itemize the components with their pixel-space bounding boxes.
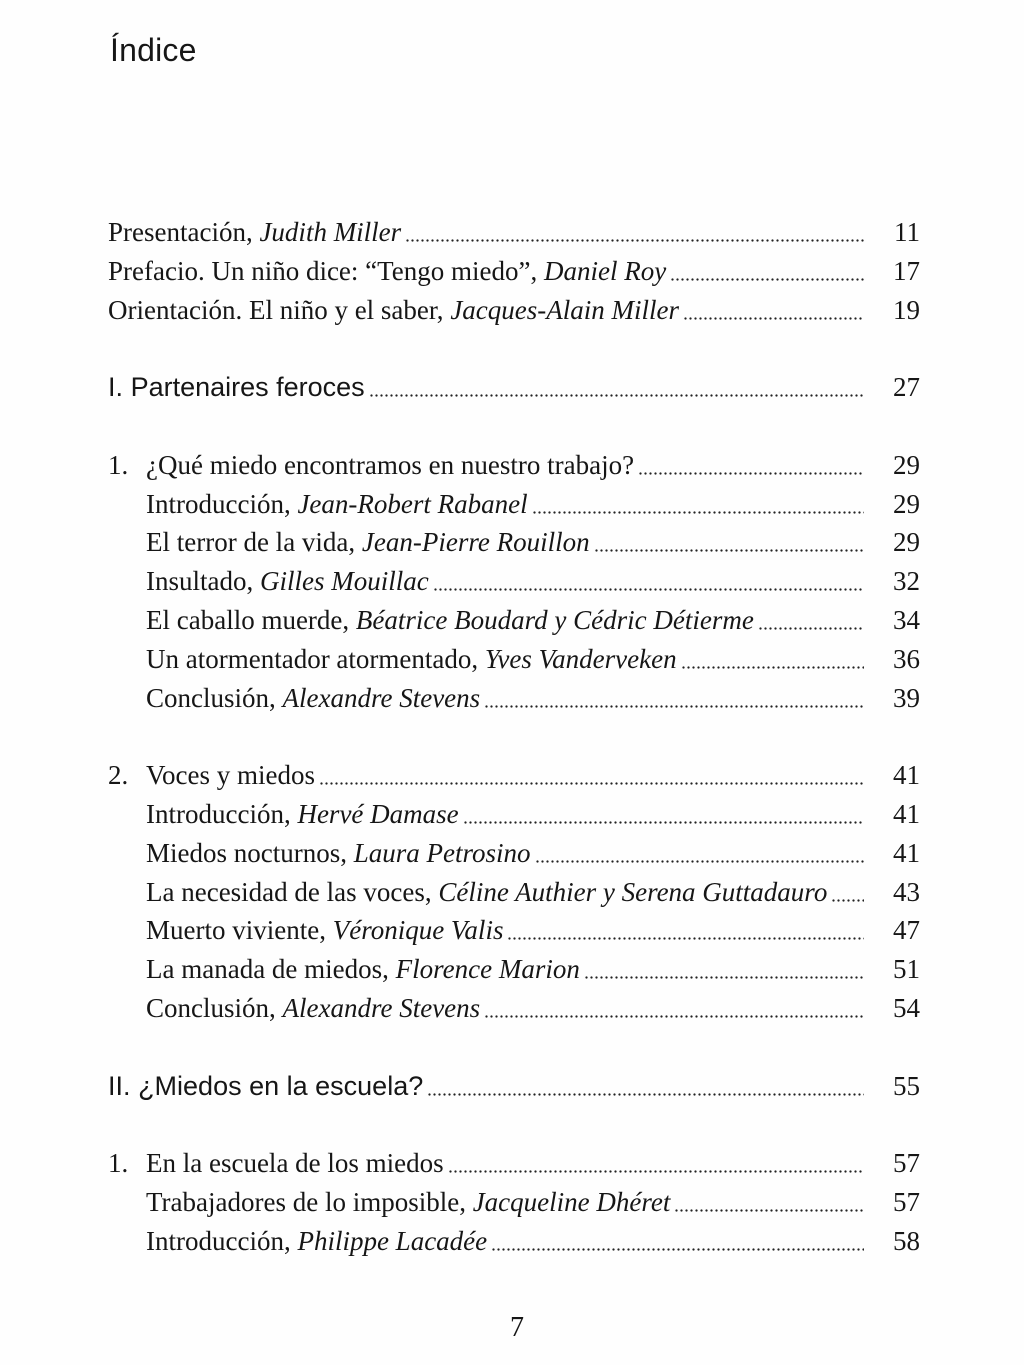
entry-title: El caballo muerde, [146,604,350,635]
entry-text [146,873,827,912]
entry-text [146,601,754,640]
toc-entry [108,213,920,252]
dot-leader [491,1222,864,1261]
entry-title: ¿Miedos en la escuela? [138,1070,424,1101]
entry-text [146,795,459,834]
part-numeral: I. [108,372,124,403]
toc-entry [108,291,920,330]
entry-author: Jacques-Alain Miller [450,294,679,325]
dot-leader [427,1067,864,1106]
entry-title: La manada de miedos, [146,954,389,985]
page-title: Índice [110,32,197,68]
entry-author: Florence Marion [395,954,580,985]
toc-entry [108,1183,920,1222]
entry-author: Gilles Mouillac [260,566,429,597]
entry-page-number: 17 [893,255,920,286]
chapter-number: 2. [108,760,129,791]
toc-entry [108,873,920,912]
toc-entry [108,601,920,640]
entry-page-number: 11 [894,217,920,247]
part-numeral: II. [108,1070,131,1101]
entry-page-number: 27 [893,372,920,403]
entry-author: Céline Authier y Serena Guttadauro [438,876,828,907]
toc-entry [108,562,920,601]
entry-text [146,1222,487,1261]
entry-title: ¿Qué miedo encontramos en nuestro trabajo? [146,449,635,480]
entry-title: Trabajadores de lo imposible, [146,1186,466,1217]
entry-text [108,1067,423,1106]
entry-author: Jean-Robert Rabanel [297,488,528,519]
entry-page-number: 54 [893,992,920,1023]
dot-leader [681,640,864,679]
entry-title: Un atormentador atormentado, [146,643,479,674]
entry-text [146,1183,670,1222]
entry-text [146,989,480,1028]
toc-entry [108,523,920,562]
entry-text [108,291,679,330]
entry-title: Prefacio. Un niño dice: “Tengo miedo”, [108,255,538,286]
entry-title: El terror de la vida, [146,527,356,558]
entry-page-number: 57 [893,1148,920,1179]
entry-title: Miedos nocturnos, [146,837,347,868]
dot-leader [683,291,864,330]
dot-leader [369,368,864,407]
entry-author: Yves Vanderveken [484,643,677,674]
dot-leader [463,795,864,834]
entry-page-number: 41 [893,760,920,791]
part-heading [108,368,920,407]
dot-leader [535,834,865,873]
entry-text [146,911,503,950]
entry-page-number: 29 [893,527,920,558]
entry-title: Conclusión, [146,682,276,713]
toc-entry [108,950,920,989]
entry-page-number: 32 [893,566,920,597]
entry-page-number: 19 [893,294,920,325]
entry-text [146,950,580,989]
entry-author: Jean-Pierre Rouillon [361,527,590,558]
dot-leader [584,950,864,989]
toc-entry [108,911,920,950]
entry-author: Véronique Valis [332,915,504,946]
entry-title: Orientación. El niño y el saber, [108,294,444,325]
entry-author: Béatrice Boudard y Cédric Détierme [355,604,754,635]
entry-page-number: 41 [893,837,920,868]
entry-text [146,834,531,873]
entry-title: Voces y miedos [146,760,315,791]
entry-author: Jacqueline Dhéret [472,1186,671,1217]
entry-author: Laura Petrosino [353,837,531,868]
toc-entry [108,485,920,524]
entry-page-number: 43 [893,876,920,907]
entry-title: Introducción, [146,488,291,519]
dot-leader [594,523,864,562]
entry-text [108,446,634,485]
dot-leader [638,446,864,485]
entry-title: Introducción, [146,798,291,829]
page-number: 7 [510,1312,524,1343]
toc-entry [108,679,920,718]
toc-entry [108,834,920,873]
dot-leader [319,756,864,795]
entry-page-number: 57 [893,1186,920,1217]
entry-text [146,485,528,524]
entry-page-number: 39 [893,682,920,713]
entry-title: Partenaires feroces [130,372,365,403]
entry-title: Conclusión, [146,992,276,1023]
entry-title: Muerto viviente, [146,915,326,946]
entry-text [146,679,480,718]
chapter-number: 1. [108,449,129,480]
entry-page-number: 34 [893,604,920,635]
chapter-heading [108,756,920,795]
entry-text [108,368,365,407]
entry-author: Daniel Roy [543,255,667,286]
entry-title: Introducción, [146,1225,291,1256]
toc-entry [108,640,920,679]
entry-page-number: 55 [893,1070,920,1101]
dot-leader [484,679,864,718]
entry-title: Presentación, [108,217,253,247]
dot-leader [448,1144,864,1183]
entry-text [108,756,315,795]
entry-author: Alexandre Stevens [282,992,481,1023]
entry-page-number: 51 [893,954,920,985]
entry-text [108,252,666,291]
chapter-heading [108,446,920,485]
dot-leader [405,213,864,252]
toc-entry [108,989,920,1028]
entry-author: Philippe Lacadée [297,1225,488,1256]
entry-author: Hervé Damase [297,798,459,829]
entry-page-number: 36 [893,643,920,674]
toc-entry [108,1222,920,1261]
dot-leader [758,601,864,640]
toc-entry [108,795,920,834]
dot-leader [433,562,864,601]
dot-leader [507,911,864,950]
dot-leader [484,989,864,1028]
entry-title: La necesidad de las voces, [146,876,432,907]
table-of-contents [108,213,920,1261]
dot-leader [831,873,864,912]
entry-text [146,523,590,562]
entry-page-number: 47 [893,915,920,946]
entry-text [146,640,677,679]
entry-page-number: 29 [893,488,920,519]
dot-leader [532,485,864,524]
dot-leader [670,252,864,291]
entry-page-number: 58 [893,1225,920,1256]
chapter-heading [108,1144,920,1183]
dot-leader [674,1183,864,1222]
entry-page-number: 41 [893,798,920,829]
part-heading [108,1067,920,1106]
entry-author: Alexandre Stevens [282,682,481,713]
entry-page-number: 29 [893,449,920,480]
entry-author: Judith Miller [259,217,402,247]
entry-text [146,562,429,601]
toc-entry [108,252,920,291]
entry-title: En la escuela de los miedos [146,1148,444,1179]
chapter-number: 1. [108,1148,129,1179]
entry-text [108,1144,444,1183]
entry-title: Insultado, [146,566,254,597]
entry-text [108,213,401,252]
